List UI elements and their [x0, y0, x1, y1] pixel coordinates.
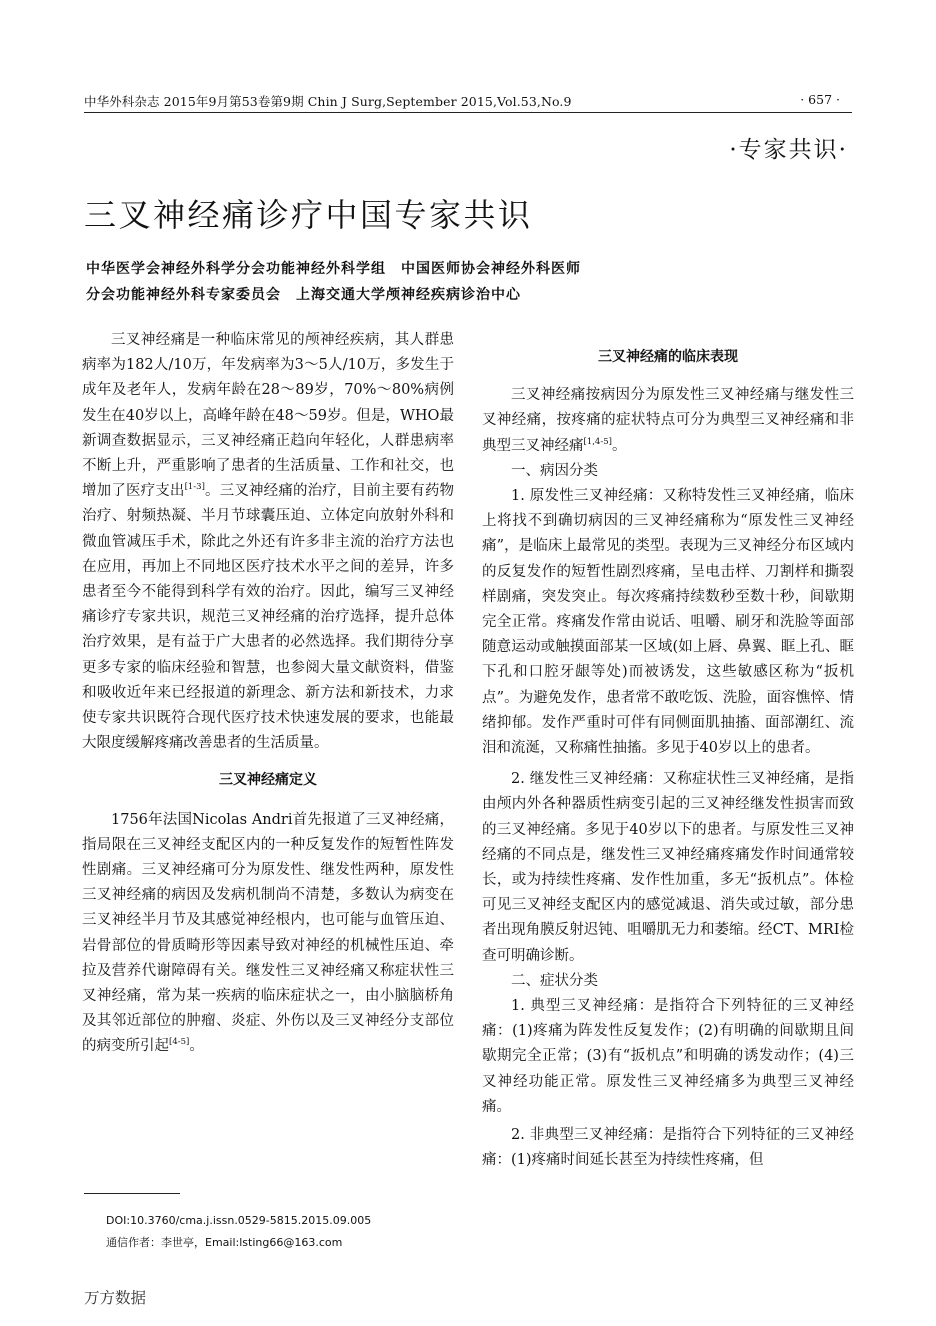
intro-text-1: 三叉神经痛是一种临床常见的颅神经疾病，其人群患病率为182人/10万，年发病率为3～5人/10万，多发生于成年及老年人，发病年龄在28～89岁，70%～80%病例发生在40岁以上，高峰年龄在48～59岁。但是，WHO最新调查数据显示，三叉神经痛正趋向年轻化，人群患病率不断上升，严重影响了患者的生活质量、工作和社交，也增加了医疗支出 — [82, 332, 454, 500]
definition-end: 。 — [189, 1038, 204, 1055]
header-rule — [84, 112, 852, 113]
section-tag: ·专家共识· — [729, 137, 848, 163]
section-heading-clinical: 三叉神经痛的临床表现 — [598, 349, 738, 365]
typical-paragraph: 1. 典型三叉神经痛：是指符合下列特征的三叉神经痛：(1)疼痛为阵发性反复发作；(2)有明确的间歇期且间歇期完全正常；(3)有“扳机点”和明确的诱发动作；(4)三叉神经功能正常。原发性三叉神经痛多为典型三叉神经痛。 — [482, 998, 854, 1115]
citation-ref: [4-5] — [169, 1037, 190, 1048]
clinical-text: 三叉神经痛按病因分为原发性三叉神经痛与继发性三叉神经痛，按疼痛的症状特点可分为典型三叉神经痛和非典型三叉神经痛 — [482, 387, 854, 454]
journal-citation: 中华外科杂志 2015年9月第53卷第9期 Chin J Surg,September 2015,Vol.53,No.9 — [84, 94, 572, 109]
doi-footnote: DOI:10.3760/cma.j.issn.0529-5815.2015.09.005 — [106, 1214, 372, 1227]
page-number: · 657 · — [800, 92, 840, 107]
footnotes — [106, 1210, 371, 1254]
intro-paragraph — [82, 328, 454, 756]
section-heading-definition: 三叉神经痛定义 — [219, 772, 317, 789]
clinical-end: 。 — [611, 437, 627, 454]
footnote-rule — [84, 1193, 180, 1194]
article-title: 三叉神经痛诊疗中国专家共识 — [84, 196, 533, 234]
intro-text-2: 。三叉神经痛的治疗，目前主要有药物治疗、射频热凝、半月节球囊压迫、立体定向放射外科和微血管减压手术，除此之外还有许多非主流的治疗方法也在应用，再加上不同地区医疗技术水平之间的差异，许多患者至今不能得到科学有效的治疗。因此，编写三叉神经痛诊疗专家共识，规范三叉神经痛的治疗选择，提升总体治疗效果，是有益于广大患者的必然选择。我们期待分享更多专家的临床经验和智慧，也参阅大量文献资料，借鉴和吸收近年来已经报道的新理念、新方法和新技术，力求使专家共识既符合现代医疗技术快速发展的要求，也能最大限度缓解疼痛改善患者的生活质量。 — [82, 483, 455, 752]
atypical-paragraph: 2. 非典型三叉神经痛：是指符合下列特征的三叉神经痛：(1)疼痛时间延长甚至为持续性疼痛，但 — [482, 1127, 854, 1169]
definition-text: 1756年法国Nicolas Andri首先报道了三叉神经痛，指局限在三叉神经支配区内的一种反复发作的短暂性阵发性剧痛。三叉神经痛可分为原发性、继发性两种，原发性三叉神经痛的病因及发病机制尚不清楚，多数认为病变在三叉神经半月节及其感觉神经根内，也可能与血管压迫、岩骨部位的骨质畸形等因素导致对神经的机械性压迫、牵拉及营养代谢障碍有关。继发性三叉神经痛又称症状性三叉神经痛，常为某一疾病的临床症状之一，由小脑脑桥角及其邻近部位的肿瘤、炎症、外伤以及三叉神经分支部位的病变所引起 — [82, 811, 454, 1055]
definition-paragraph — [82, 808, 454, 1060]
watermark: 万方数据 — [84, 1289, 147, 1307]
subheading-etiology: 一、病因分类 — [511, 462, 598, 479]
clinical-paragraph — [482, 383, 854, 459]
subheading-symptom: 二、症状分类 — [511, 972, 598, 989]
right-column — [482, 328, 854, 1174]
left-column — [82, 328, 454, 1060]
citation-ref: [1,4-5] — [583, 436, 612, 447]
secondary-paragraph: 2. 继发性三叉神经痛：又称症状性三叉神经痛，是指由颅内外各种器质性病变引起的三叉神经继发性损害而致的三叉神经痛。多见于40岁以下的患者。与原发性三叉神经痛的不同点是，继发性三叉神经痛疼痛发作时间通常较长，或为持续性疼痛、发作性加重，多无“扳机点”。体检可见三叉神经支配区内的感觉减退、消失或过敏，部分患者出现角膜反射迟钝、咀嚼肌无力和萎缩。经CT、MRI检查可明确诊断。 — [482, 771, 854, 964]
primary-paragraph: 1. 原发性三叉神经痛：又称特发性三叉神经痛，临床上将找不到确切病因的三叉神经痛称为“原发性三叉神经痛”，是临床上最常见的类型。表现为三叉神经分布区域内的反复发作的短暂性剧烈疼痛，呈电击样、刀割样和撕裂样剧痛，突发突止。每次疼痛持续数秒至数十秒，间歇期完全正常。疼痛发作常由说话、咀嚼、刷牙和洗脸等面部随意运动或触摸面部某一区域(如上唇、鼻翼、眶上孔、眶下孔和口腔牙龈等处)而被诱发，这些敏感区称为“扳机点”。为避免发作，患者常不敢吃饭、洗脸，面容憔悴、情绪抑郁。发作严重时可伴有同侧面肌抽搐、面部潮红、流泪和流涎，又称痛性抽搐。多见于40岁以上的患者。 — [482, 488, 854, 757]
author-line-2: 分会功能神经外科专家委员会 上海交通大学颅神经疾病诊治中心 — [86, 287, 521, 303]
citation-ref: [1-3] — [184, 482, 205, 493]
author-affiliations — [86, 256, 581, 308]
author-line-1: 中华医学会神经外科学分会功能神经外科学组 中国医师协会神经外科医师 — [86, 261, 581, 277]
corresponding-author-footnote: 通信作者：李世亭，Email:lsting66@163.com — [106, 1236, 343, 1249]
